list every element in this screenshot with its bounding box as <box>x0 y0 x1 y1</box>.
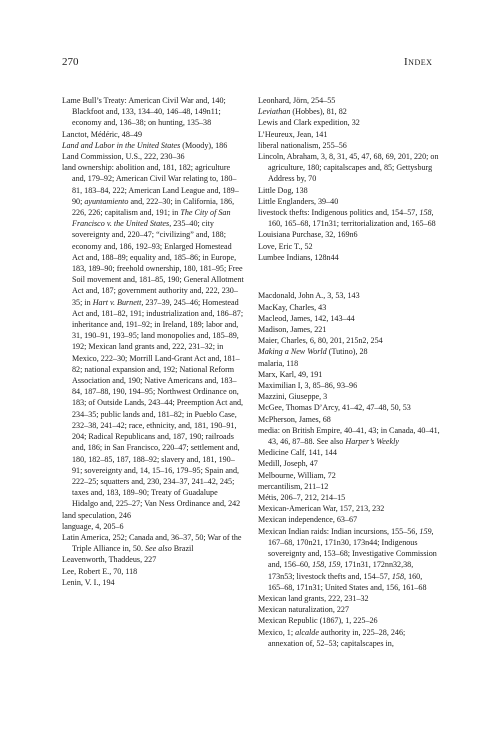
index-entry: Land Commission, U.S., 222, 230–36 <box>62 152 185 162</box>
index-entry: Lincoln, Abraham, 3, 8, 31, 45, 47, 68, 69, 201, 220; on agriculture, 180; capitalscapes and, 85; Gettysburg Address by, 70 <box>258 152 439 184</box>
index-entry: Mexican Indian raids: Indian incursions, 155–56, 159, 167–68, 170n21, 171n30, 173n44; Indigenous sovereignty and, 153–68; Investigative Commission and, 156–60, 158, 159, 171n31, 172nn32,38, 173n53; livestock thefts and, 154–57, 158, 160, 165–68, 171n31; United States and, 156, 161–68 <box>258 526 437 592</box>
index-entry: Mexican naturalization, 227 <box>258 605 350 615</box>
index-entry: Macdonald, John A., 3, 53, 143 <box>258 291 360 301</box>
index-entry: Macleod, James, 142, 143–44 <box>258 313 355 323</box>
running-head: Index <box>404 56 433 68</box>
index-entry: Leviathan (Hobbes), 81, 82 <box>258 107 347 117</box>
index-entry: Mexican Republic (1867), 1, 225–26 <box>258 616 378 626</box>
index-entry: MacKay, Charles, 43 <box>258 302 327 312</box>
index-entry: Mexican-American War, 157, 213, 232 <box>258 504 385 514</box>
index-entry: Lumbee Indians, 128n44 <box>258 252 339 262</box>
index-entry: Lame Bull’s Treaty: American Civil War and, 140; Blackfoot and, 133, 134–40, 146–48, 149n11; economy and, 136–38; on hunting, 135–38 <box>62 96 226 128</box>
index-entry: Land and Labor in the United States (Moody), 186 <box>62 140 228 150</box>
index-entry: Love, Eric T., 52 <box>258 241 313 251</box>
index-entry: Melbourne, William, 72 <box>258 470 336 480</box>
index-entry: Little Englanders, 39–40 <box>258 196 339 206</box>
index-letter-gap <box>258 271 440 282</box>
index-entry: Madison, James, 221 <box>258 325 327 335</box>
index-entry: Medill, Joseph, 47 <box>258 459 318 469</box>
index-entry: Little Dog, 138 <box>258 185 308 195</box>
index-entry: McPherson, James, 68 <box>258 414 331 424</box>
index-entry: Louisiana Purchase, 32, 169n6 <box>258 230 358 240</box>
index-entry: Leavenworth, Thaddeus, 227 <box>62 555 157 565</box>
index-entry: Maier, Charles, 6, 80, 201, 215n2, 254 <box>258 336 383 346</box>
index-entry: land speculation, 246 <box>62 510 132 520</box>
index-entry: malaria, 118 <box>258 358 299 368</box>
page-number: 270 <box>62 56 79 68</box>
index-entry: Lanctot, Médéric, 48–49 <box>62 129 143 139</box>
index-entry: L’Heureux, Jean, 141 <box>258 129 328 139</box>
index-entry: McGee, Thomas D’Arcy, 41–42, 47–48, 50, 53 <box>258 403 411 413</box>
index-entry: Mazzini, Giuseppe, 3 <box>258 392 328 402</box>
index-entry: Métis, 206–7, 212, 214–15 <box>258 493 346 503</box>
index-entry: Maximilian I, 3, 85–86, 93–96 <box>258 381 358 391</box>
index-entry: Lee, Robert E., 70, 118 <box>62 566 138 576</box>
index-entry: Mexican land grants, 222, 231–32 <box>258 593 369 603</box>
index-entry: Lenin, V. I., 194 <box>62 577 115 587</box>
index-column-right <box>258 95 440 649</box>
index-entry: Lewis and Clark expedition, 32 <box>258 118 360 128</box>
index-entry: language, 4, 205–6 <box>62 521 124 531</box>
index-entry: Making a New World (Tutino), 28 <box>258 347 368 357</box>
index-entry: Leonhard, Jörn, 254–55 <box>258 96 336 105</box>
index-entry: mercantilism, 211–12 <box>258 481 329 491</box>
index-entry: Mexico, 1; alcalde authority in, 225–28, 246; annexation of, 52–53; capitalscapes in, <box>258 627 406 648</box>
index-entry: livestock thefts: Indigenous politics and, 154–57, 158, 160, 165–68, 171n31; territorialization and, 165–68 <box>258 208 436 229</box>
index-entry: Medicine Calf, 141, 144 <box>258 448 337 458</box>
index-entry: liberal nationalism, 255–56 <box>258 140 347 150</box>
index-column-left <box>62 95 244 588</box>
index-entry: media: on British Empire, 40–41, 43; in Canada, 40–41, 43, 46, 87–88. See also Harper’s Weekly <box>258 425 440 447</box>
index-entry: Mexican independence, 63–67 <box>258 515 358 525</box>
index-entry: Marx, Karl, 49, 191 <box>258 369 323 379</box>
index-entry: Latin America, 252; Canada and, 36–37, 50; War of the Triple Alliance in, 50. See also Brazil <box>62 532 242 554</box>
index-entry: land ownership: abolition and, 181, 182; agriculture and, 179–92; American Civil War relating to, 180–81, 183–84, 222; American Land League and, 189–90; ayuntamiento and, 222–30; in California, 186, 226, 226; capitalism and, 191; in The City of San Francisco v. the United States, 235–40; city sovereignty and, 220–47; “civilizing” and, 188; economy and, 186, 192–93; Enlarged Homestead Act and, 188–89; equality and, 185–86; in Europe, 183, 189–90; freehold ownership, 180, 181–95; Free Soil movement and, 181–85, 190; General Allotment Act and, 187; government authority and, 222, 230–35; in Hart v. Burnett, 237–39, 245–46; Homestead Act and, 181–82, 191; industrialization and, 186–87; inheritance and, 191–92; in Ireland, 189; labor and, 31, 190–91, 193–95; land monopolies and, 185–89, 192; Mexican land grants and, 222, 231–32; in Mexico, 222–30; Morrill Land-Grant Act and, 181–82; national expansion and, 192; National Reform Association and, 190; Native Americans and, 183–84, 187–88, 190, 194–95; Northwest Ordinance on, 183; of Outside Lands, 243–44; Preemption Act and, 234–35; public lands and, 181–82; in Pueblo Case, 232–38, 241–42; race, ethnicity, and, 181, 190–91, 204; Radical Republicans and, 187, 190; railroads and, 186; in San Francisco, 220–47; settlement and, 180, 182–85, 187, 188–92; slavery and, 181, 190–91; sovereignty and, 14, 15–16, 179–95; Spain and, 222–25; squatters and, 230, 234–37, 241–42, 245; taxes and, 183, 189–90; Treaty of Guadalupe Hidalgo and, 225–27; Van Ness Ordinance and, 242 <box>62 163 244 509</box>
